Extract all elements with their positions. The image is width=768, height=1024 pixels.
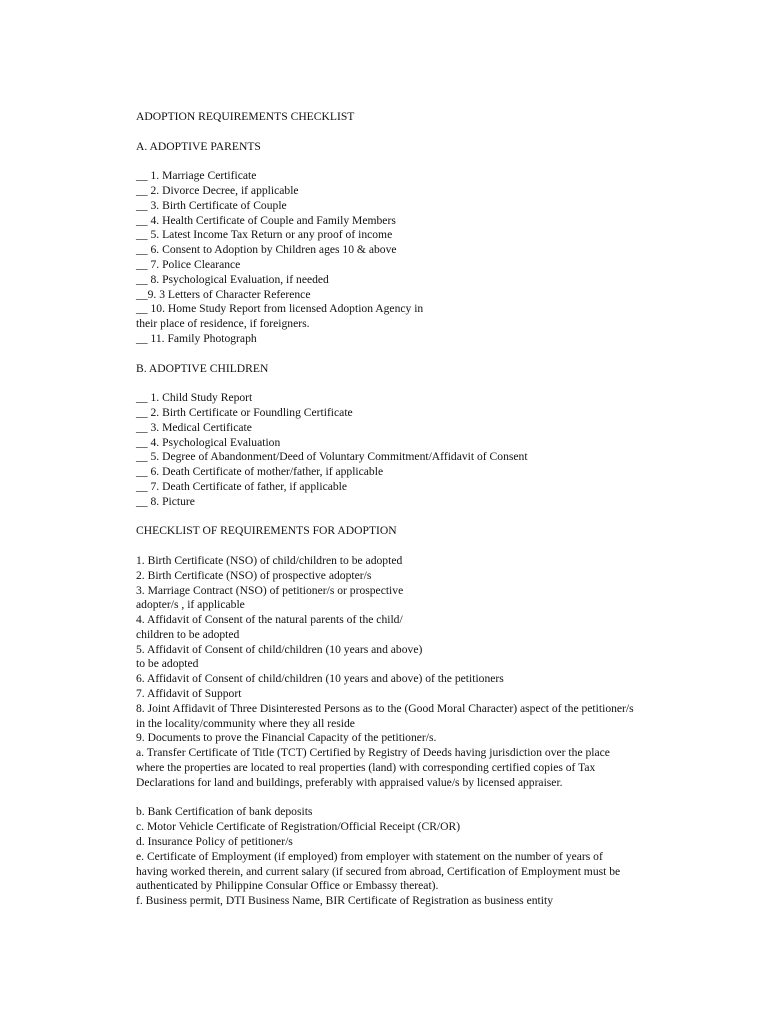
list-item: Declarations for land and buildings, preferably with appraised value/s by licensed appraiser. bbox=[136, 775, 563, 789]
list-item: __ 7. Police Clearance bbox=[136, 257, 241, 271]
list-item: in the locality/community where they all reside bbox=[136, 716, 355, 730]
list-item: 6. Affidavit of Consent of child/children (10 years and above) of the petitioners bbox=[136, 672, 504, 686]
list-item: __ 2. Divorce Decree, if applicable bbox=[136, 183, 299, 197]
list-item: adopter/s , if applicable bbox=[136, 598, 245, 612]
list-item: __ 8. Picture bbox=[136, 494, 195, 508]
list-item: __ 1. Child Study Report bbox=[136, 391, 253, 405]
spacer bbox=[136, 154, 746, 169]
section-b-list bbox=[136, 391, 746, 509]
list-item: e. Certificate of Employment (if employed) from employer with statement on the number of years of bbox=[136, 849, 603, 863]
section-a-list bbox=[136, 169, 746, 347]
list-item: 4. Affidavit of Consent of the natural parents of the child/ bbox=[136, 613, 403, 627]
section-c-list bbox=[136, 554, 746, 791]
document-title: ADOPTION REQUIREMENTS CHECKLIST bbox=[136, 110, 355, 123]
section-c-heading: CHECKLIST OF REQUIREMENTS FOR ADOPTION bbox=[136, 524, 397, 538]
list-item: 5. Affidavit of Consent of child/children (10 years and above) bbox=[136, 642, 423, 656]
list-item: having worked therein, and current salary (if secured from abroad, Certification of Employment must be bbox=[136, 864, 621, 878]
list-item: __9. 3 Letters of Character Reference bbox=[136, 287, 311, 301]
list-item: f. Business permit, DTI Business Name, BIR Certificate of Registration as business entity bbox=[136, 894, 553, 908]
section-a-heading: A. ADOPTIVE PARENTS bbox=[136, 139, 261, 153]
list-item: __ 5. Latest Income Tax Return or any proof of income bbox=[136, 228, 393, 242]
list-item: __ 3. Birth Certificate of Couple bbox=[136, 198, 287, 212]
list-item: c. Motor Vehicle Certificate of Registration/Official Receipt (CR/OR) bbox=[136, 820, 461, 834]
list-item: __ 4. Psychological Evaluation bbox=[136, 435, 281, 449]
list-item: __ 3. Medical Certificate bbox=[136, 420, 252, 434]
list-item: __ 4. Health Certificate of Couple and Family Members bbox=[136, 213, 396, 227]
list-item: to be adopted bbox=[136, 657, 199, 671]
list-item: 3. Marriage Contract (NSO) of petitioner/s or prospective bbox=[136, 583, 404, 597]
spacer bbox=[136, 791, 746, 806]
document-page bbox=[136, 110, 746, 909]
list-item: __ 8. Psychological Evaluation, if needed bbox=[136, 272, 329, 286]
list-item: d. Insurance Policy of petitioner/s bbox=[136, 835, 293, 849]
spacer bbox=[136, 376, 746, 391]
list-item: 1. Birth Certificate (NSO) of child/children to be adopted bbox=[136, 553, 403, 567]
list-item: a. Transfer Certificate of Title (TCT) Certified by Registry of Deeds having jurisdiction over the place bbox=[136, 746, 610, 760]
list-item: 7. Affidavit of Support bbox=[136, 687, 242, 701]
list-item: their place of residence, if foreigners. bbox=[136, 317, 310, 331]
list-item: __ 6. Consent to Adoption by Children ages 10 & above bbox=[136, 243, 397, 257]
list-item: 8. Joint Affidavit of Three Disinterested Persons as to the (Good Moral Character) aspect of the petitioner/s bbox=[136, 701, 634, 715]
spacer bbox=[136, 125, 746, 140]
list-item: authenticated by Philippine Consular Office or Embassy thereat). bbox=[136, 879, 439, 893]
spacer bbox=[136, 347, 746, 362]
list-item: __ 1. Marriage Certificate bbox=[136, 169, 257, 183]
list-item: __ 11. Family Photograph bbox=[136, 331, 257, 345]
spacer bbox=[136, 510, 746, 525]
spacer bbox=[136, 539, 746, 554]
section-b-heading: B. ADOPTIVE CHILDREN bbox=[136, 361, 269, 375]
section-c-list-continued bbox=[136, 805, 746, 909]
list-item: __ 6. Death Certificate of mother/father, if applicable bbox=[136, 465, 384, 479]
list-item: b. Bank Certification of bank deposits bbox=[136, 805, 313, 819]
list-item: __ 2. Birth Certificate or Foundling Certificate bbox=[136, 405, 353, 419]
list-item: where the properties are located to real properties (land) with corresponding certified copies of Tax bbox=[136, 761, 596, 775]
list-item: 9. Documents to prove the Financial Capacity of the petitioner/s. bbox=[136, 731, 437, 745]
list-item: 2. Birth Certificate (NSO) of prospective adopter/s bbox=[136, 568, 372, 582]
list-item: children to be adopted bbox=[136, 627, 240, 641]
list-item: __ 7. Death Certificate of father, if applicable bbox=[136, 479, 348, 493]
list-item: __ 5. Degree of Abandonment/Deed of Voluntary Commitment/Affidavit of Consent bbox=[136, 450, 528, 464]
list-item: __ 10. Home Study Report from licensed Adoption Agency in bbox=[136, 302, 424, 316]
